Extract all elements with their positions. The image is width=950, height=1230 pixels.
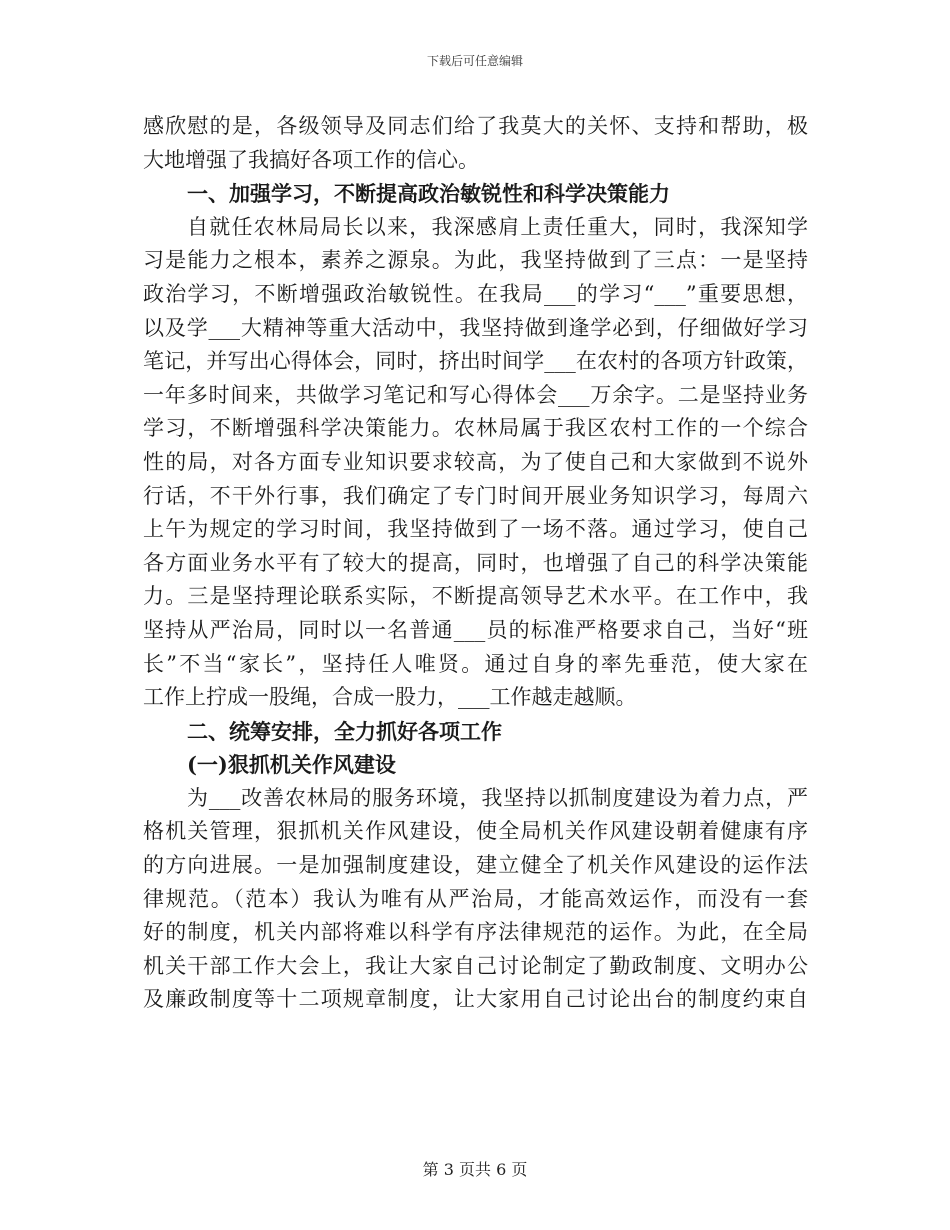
body-line: 工作上拧成一股绳，合成一股力，___工作越走越顺。 <box>143 685 637 710</box>
body-line: 大地增强了我搞好各项工作的信心。 <box>143 147 479 172</box>
body-line: 各方面业务水平有了较大的提高，同时，也增强了自己的科学决策能 <box>143 550 808 575</box>
body-line: 习是能力之根本，素养之源泉。为此，我坚持做到了三点：一是坚持 <box>143 248 808 273</box>
page-footer: 第 3 页共 6 页 <box>422 1160 528 1179</box>
body-line: 好的制度，机关内部将难以科学有序法律规范的运作。为此，在全局 <box>143 920 808 945</box>
body-line: 为___改善农林局的服务环境，我坚持以抓制度建设为着力点，严 <box>187 785 808 810</box>
body-line: 一年多时间来，共做学习笔记和写心得体会___万余字。二是坚持业务 <box>143 382 808 407</box>
body-line: 自就任农林局局长以来，我深感肩上责任重大，同时，我深知学 <box>187 214 808 239</box>
body-line: 坚持从严治局，同时以一名普通___员的标准严格要求自己，当好“班 <box>143 617 808 642</box>
body-line: 的方向进展。一是加强制度建设，建立健全了机关作风建设的运作法 <box>143 853 808 878</box>
body-line: 性的局，对各方面专业知识要求较高，为了使自己和大家做到不说外 <box>143 449 808 474</box>
body-line: 律规范。（范本）我认为唯有从严治局，才能高效运作，而没有一套 <box>143 886 808 911</box>
body-line: 笔记，并写出心得体会，同时，挤出时间学___在农村的各项方针政策， <box>143 349 808 374</box>
body-line: 力。三是坚持理论联系实际，不断提高领导艺术水平。在工作中，我 <box>143 584 808 609</box>
body-line: 学习，不断增强科学决策能力。农林局属于我区农村工作的一个综合 <box>143 416 808 441</box>
document-body <box>143 110 808 1017</box>
body-line: 以及学___大精神等重大活动中，我坚持做到逢学必到，仔细做好学习 <box>143 315 808 340</box>
body-line: 行话，不干外行事，我们确定了专门时间开展业务知识学习，每周六 <box>143 483 808 508</box>
body-line: 机关干部工作大会上，我让大家自己讨论制定了勤政制度、文明办公 <box>143 953 808 978</box>
body-line: 长”不当“家长”，坚持任人唯贤。通过自身的率先垂范，使大家在 <box>143 651 808 676</box>
section-heading: 一、加强学习，不断提高政治敏锐性和科学决策能力 <box>187 181 670 207</box>
body-line: 上午为规定的学习时间，我坚持做到了一场不落。通过学习，使自己 <box>143 517 808 542</box>
body-line: 感欣慰的是，各级领导及同志们给了我莫大的关怀、支持和帮助，极 <box>143 114 808 138</box>
page-header: 下载后可任意编辑 <box>426 54 523 68</box>
subsection-heading: (一)狠抓机关作风建设 <box>187 752 396 778</box>
section-heading: 二、统筹安排，全力抓好各项工作 <box>187 718 502 744</box>
body-line: 格机关管理，狠抓机关作风建设，使全局机关作风建设朝着健康有序 <box>143 819 808 844</box>
body-line: 及廉政制度等十二项规章制度，让大家用自己讨论出台的制度约束自 <box>143 987 808 1012</box>
body-line: 政治学习，不断增强政治敏锐性。在我局___的学习“___”重要思想， <box>143 281 808 306</box>
